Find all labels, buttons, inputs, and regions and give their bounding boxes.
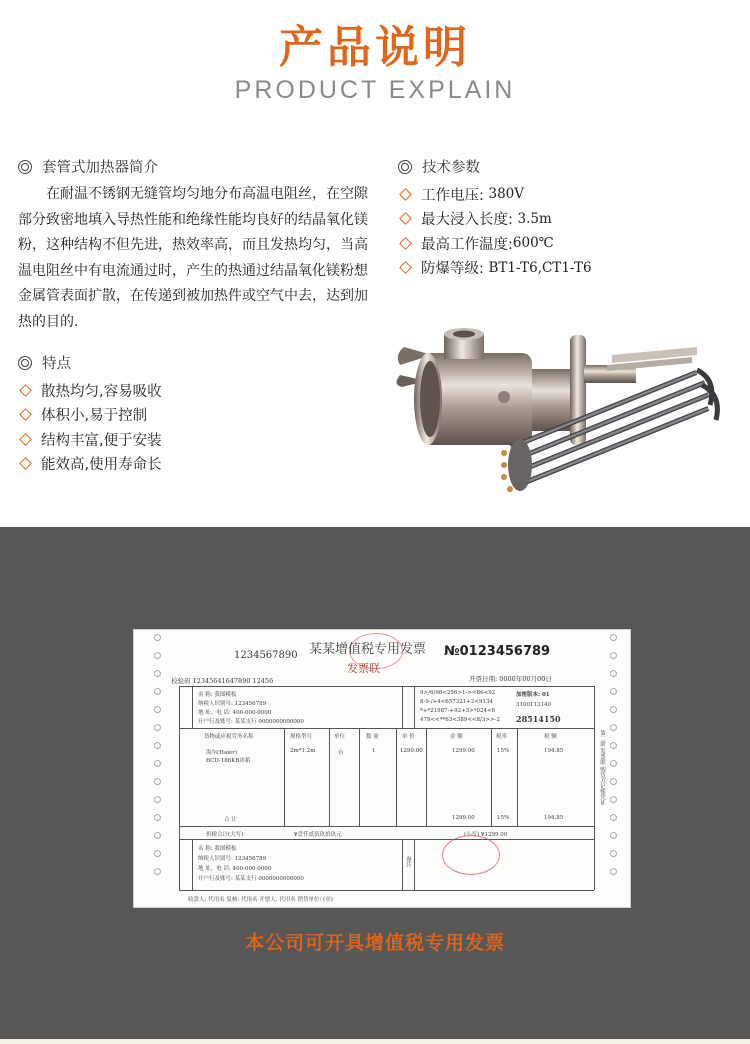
- col-unit: 单位: [334, 734, 346, 740]
- specs-list: [398, 182, 592, 280]
- total-tax: 194.85: [544, 815, 564, 821]
- feature-label: 结构丰富,便于安装: [41, 432, 162, 449]
- invoice-title: 某某增值税专用发票: [309, 642, 427, 657]
- item-name: 海尔(Haier): [206, 750, 238, 756]
- cipher-line: *+*21987-+92+3>*024<6: [420, 708, 496, 714]
- page-title: 产品说明: [279, 22, 471, 73]
- item-tax: 194.85: [544, 748, 564, 754]
- item-rate: 15%: [497, 748, 510, 754]
- feature-item: [18, 378, 162, 403]
- spec-item: [398, 207, 592, 232]
- features-heading: [18, 352, 71, 373]
- cipher-line: 8-9-/+4<657321+2<9134: [420, 699, 493, 705]
- spec-item: [398, 231, 592, 256]
- invoice-side-label: 第二联 发票联 购货方记账凭证: [599, 730, 605, 805]
- feature-label: 散热均匀,容易吸收: [41, 383, 162, 400]
- seller-address: 地 址、电 话: 400-000-0000: [198, 866, 272, 872]
- feature-label: 体积小,易于控制: [41, 408, 148, 425]
- invoice-check-code: 校验码 12345641647890 12456: [171, 677, 274, 685]
- diamond-icon: [19, 408, 32, 421]
- total-label: 合 计: [224, 817, 237, 823]
- diamond-icon: [399, 261, 412, 274]
- target-circle-icon: [18, 356, 32, 370]
- spec-item: [398, 256, 592, 281]
- seller-name: 名 称: 我图模板: [198, 846, 237, 852]
- vat-invoice-image: [133, 629, 631, 908]
- item-price: 1299.00: [400, 748, 423, 754]
- col-goods: 货物或应税劳务名称: [204, 734, 254, 740]
- item-amount: 1299.00: [452, 748, 475, 754]
- item-qty: 1: [372, 748, 376, 754]
- features-heading-text: 特点: [42, 356, 71, 372]
- buyer-name: 名 称: 我图模板: [198, 692, 237, 698]
- invoice-subtitle: 发票联: [347, 662, 380, 675]
- diamond-icon: [399, 212, 412, 225]
- cipher-line: 479<<**63<389<<8/3>>-2: [420, 717, 500, 723]
- perforation-left: [154, 634, 164, 886]
- product-heater-image: [392, 325, 732, 505]
- invoice-number-2: 28514150: [516, 714, 561, 724]
- bottom-strip: [0, 1039, 750, 1044]
- invoice-code-2: 3100113140: [516, 702, 551, 708]
- diamond-icon: [19, 457, 32, 470]
- item-spec: 2m*1.2m: [290, 748, 316, 754]
- page-subtitle: PRODUCT EXPLAIN: [234, 76, 516, 104]
- intro-heading-text: 套管式加热器简介: [42, 160, 158, 176]
- diamond-icon: [19, 433, 32, 446]
- perforation-right: [610, 634, 620, 886]
- encrypt-version: 加密版本: 01: [516, 692, 550, 698]
- col-spec: 规格型号: [290, 734, 313, 740]
- specs-heading-text: 技术参数: [422, 160, 480, 176]
- invoice-footer: 收款人: 代用名 复核: 代用名 开票人: 代用名 销货单位: (章): [188, 897, 333, 903]
- sum-words: ¥壹仟贰佰玖拾玖元: [294, 832, 342, 838]
- invoice-seal: [442, 835, 500, 875]
- buyer-bank: 开户行及账号: 某某支行 0000000000000: [198, 719, 304, 725]
- invoice-caption: 本公司可开具增值税专用发票: [244, 932, 505, 954]
- spec-label: 防爆等级:: [421, 261, 484, 278]
- sum-label: 价税合计(大写): [206, 832, 244, 838]
- diamond-icon: [399, 188, 412, 201]
- spec-label: 最大浸入长度:: [421, 212, 513, 229]
- invoice-code: 1234567890: [234, 650, 298, 661]
- spec-value: 3.5m: [517, 210, 552, 227]
- cipher-line: 9>/6/98<256>1-><86<92: [420, 690, 496, 696]
- target-circle-icon: [398, 160, 412, 174]
- col-qty: 数 量: [366, 734, 379, 740]
- col-price: 单 价: [402, 734, 415, 740]
- specs-heading: [398, 156, 480, 177]
- feature-item: [18, 452, 162, 477]
- col-rate: 税率: [496, 734, 508, 740]
- features-list: [18, 378, 162, 476]
- sum-small: (小写) ¥1299.00: [464, 832, 508, 838]
- note-label: 备注: [405, 856, 411, 867]
- col-tax: 税 额: [544, 734, 557, 740]
- intro-text: 在耐温不锈钢无缝管均匀地分布高温电阻丝，在空隙部分致密地填入导热性能和绝缘性能均良好的结晶氧化镁粉，这种结构不但先进，热效率高，而且发热均匀，当高温电阻丝中有电流通过时，产生的热通过结晶氧化镁粉想金属管表面扩散，在传递到被加热件或空气中去，达到加热的目的.: [18, 186, 368, 330]
- col-amount: 金 额: [450, 734, 463, 740]
- spec-value: BT1-T6,CT1-T6: [488, 259, 592, 276]
- feature-label: 能效高,使用寿命长: [41, 457, 162, 474]
- spec-value: 600℃: [512, 235, 554, 252]
- total-rate: 15%: [497, 815, 510, 821]
- feature-item: [18, 427, 162, 452]
- invoice-date: 开票日期: 0000年00月00日: [469, 675, 552, 683]
- item-unit: 台: [338, 750, 344, 756]
- invoice-number: №0123456789: [444, 644, 551, 659]
- buyer-tax-id: 纳税人识别号: 123456789: [198, 701, 267, 707]
- item-model: BCD-186KB冰箱: [206, 758, 251, 764]
- seller-bank: 开户行及账号: 某某支行 0000000000000: [198, 876, 304, 882]
- target-circle-icon: [18, 160, 32, 174]
- feature-item: [18, 403, 162, 428]
- diamond-icon: [19, 384, 32, 397]
- buyer-address: 地 址、电 话: 400-000-0000: [198, 710, 272, 716]
- spec-label: 工作电压:: [421, 187, 484, 204]
- diamond-icon: [399, 237, 412, 250]
- spec-value: 380V: [488, 186, 525, 203]
- total-amount: 1299.00: [452, 815, 475, 821]
- spec-label: 最高工作温度:: [421, 236, 513, 253]
- seller-tax-id: 纳税人识别号: 123456789: [198, 856, 267, 862]
- intro-heading: [18, 156, 158, 177]
- spec-item: [398, 182, 592, 207]
